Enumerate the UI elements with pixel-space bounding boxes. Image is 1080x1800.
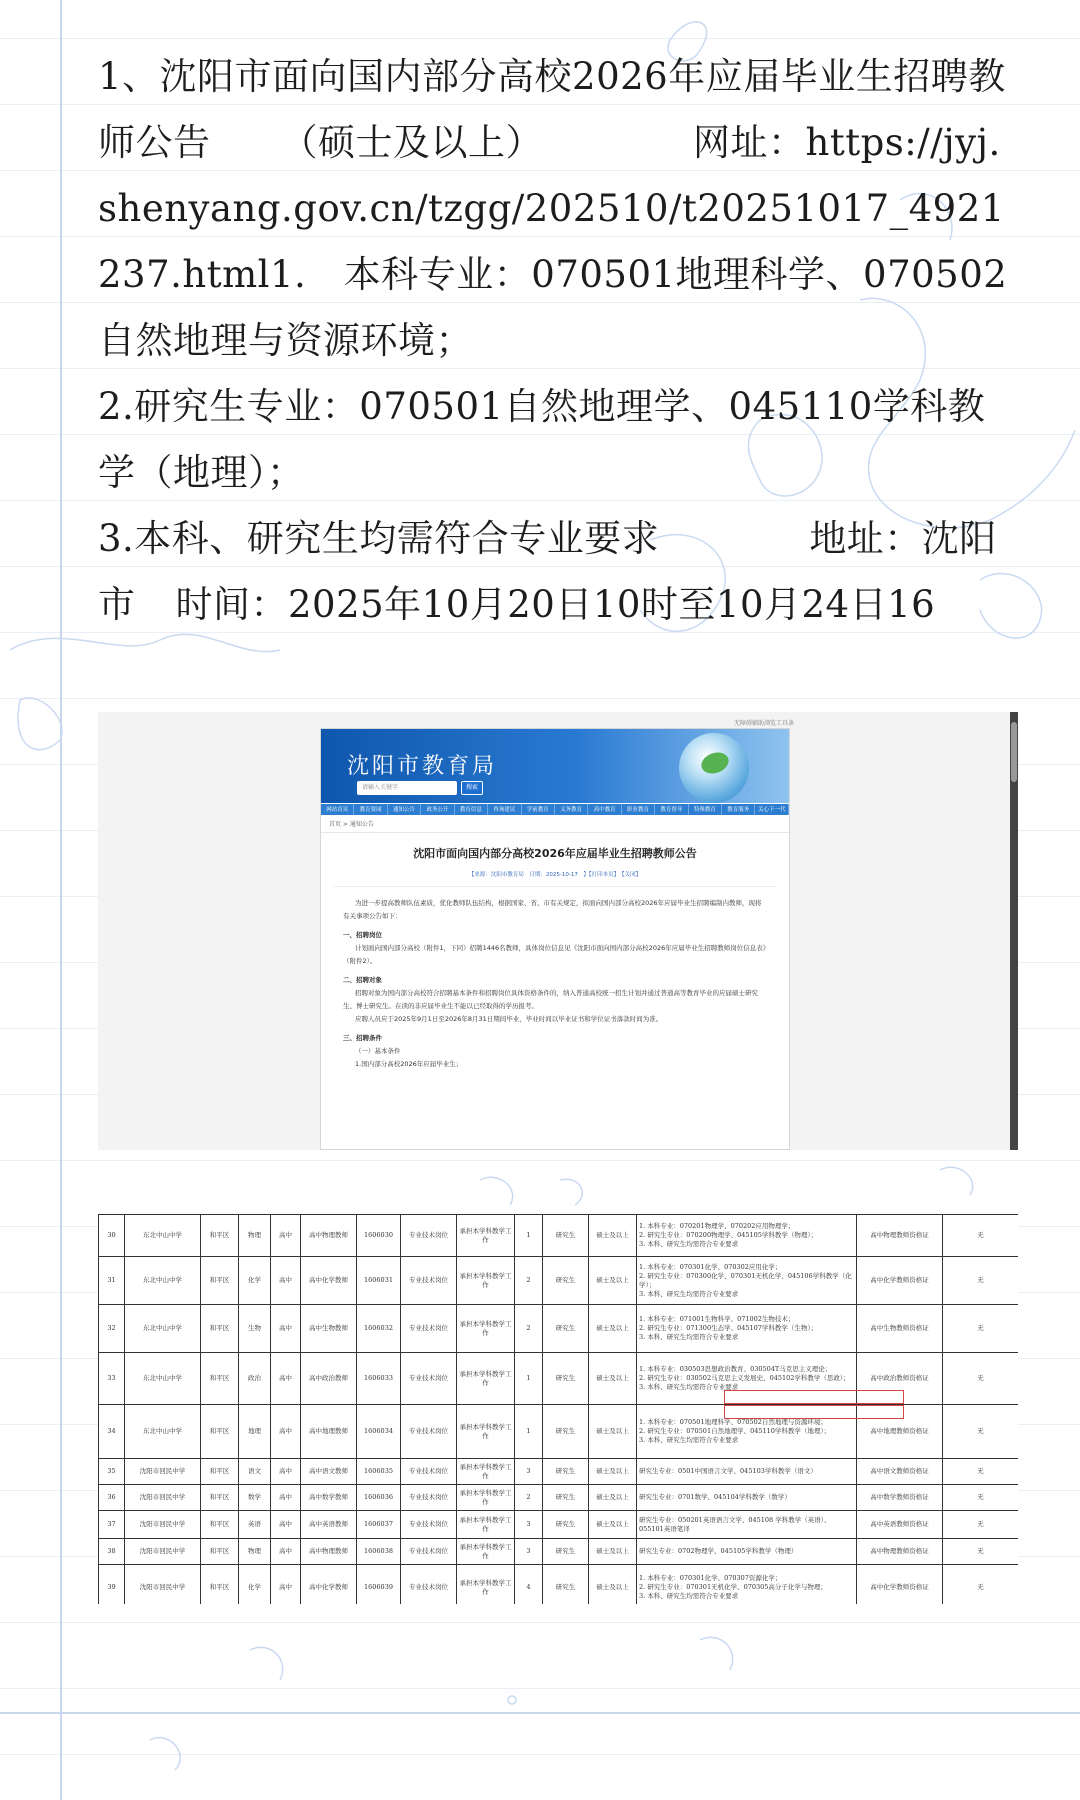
table-cell: 高中语文教师资格证	[857, 1459, 943, 1485]
table-cell: 沈阳市回民中学	[125, 1511, 201, 1539]
article-title: 沈阳市面向国内部分高校2026年应届毕业生招聘教师公告	[413, 847, 697, 860]
table-cell: 高中	[271, 1305, 301, 1353]
table-cell: 政治	[239, 1353, 271, 1405]
table-cell: 物理	[239, 1539, 271, 1565]
table-cell: 高中	[271, 1459, 301, 1485]
table-cell: 数学	[239, 1485, 271, 1511]
table-cell: 硕士及以上	[589, 1459, 637, 1485]
table-row	[99, 1539, 1019, 1565]
article-body	[321, 887, 789, 1071]
table-cell: 和平区	[201, 1565, 239, 1605]
table-cell: 35	[99, 1459, 125, 1485]
table-cell: 研究生专业：050201英语语言文学、045108 学科教学（英语）、055101英语笔译	[637, 1511, 857, 1539]
article-paragraph: 招聘对象为国内部分高校符合招聘基本条件和招聘岗位具体资格条件的，纳入普通高校统一招生计划并通过普通高等教育毕业的应届硕士研究生、博士研究生。在读的非应届毕业生不能以已经取得的学历报考。	[343, 989, 758, 1010]
nav-item[interactable]: 特殊教育	[689, 804, 722, 815]
table-cell: 研究生	[543, 1565, 589, 1605]
table-cell: 高中化学教师	[301, 1257, 357, 1305]
table-cell: 高中化学教师资格证	[857, 1257, 943, 1305]
table-cell: 4	[515, 1565, 543, 1605]
table-cell: 专业技术岗位	[401, 1565, 457, 1605]
table-cell: 高中	[271, 1257, 301, 1305]
table-row	[99, 1459, 1019, 1485]
table-cell: 39	[99, 1565, 125, 1605]
table-cell: 专业技术岗位	[401, 1459, 457, 1485]
table-cell: 高中	[271, 1485, 301, 1511]
table-cell: 和平区	[201, 1511, 239, 1539]
table-cell: 34	[99, 1405, 125, 1459]
article-paragraph: 计划面向国内部分高校（附件1，下同）招聘1446名教师，具体岗位信息见《沈阳市面向国内部分高校2026年应届毕业生招聘教师岗位信息表》（附件2）。	[343, 944, 766, 965]
site-banner	[321, 729, 789, 803]
table-cell: 高中数学教师	[301, 1485, 357, 1511]
address: 地址：沈阳市	[98, 517, 997, 626]
table-cell: 研究生	[543, 1539, 589, 1565]
table-cell: 无	[943, 1257, 1019, 1305]
url-link[interactable]: https://jyj.shenyang.gov.cn/tzgg/202510/t20251017_4921237.html	[98, 121, 1005, 296]
article-paragraph: 应聘人员应于2025年9月1日至2026年8月31日期间毕业，毕业时间以毕业证书和学位证书落款时间为准。	[355, 1015, 663, 1023]
table-cell: 专业技术岗位	[401, 1353, 457, 1405]
table-cell: 研究生专业：0702物理学、045105学科教学（物理）	[637, 1539, 857, 1565]
table-row	[99, 1511, 1019, 1539]
site-search-input[interactable]: 请输入关键字	[357, 781, 457, 795]
article-paragraph: 1.国内部分高校2026年应届毕业生；	[355, 1060, 463, 1068]
table-row	[99, 1565, 1019, 1605]
table-cell: 和平区	[201, 1485, 239, 1511]
table-cell: 硕士及以上	[589, 1305, 637, 1353]
table-cell: 36	[99, 1485, 125, 1511]
table-cell: 高中生物教师资格证	[857, 1305, 943, 1353]
table-cell: 硕士及以上	[589, 1485, 637, 1511]
table-cell: 地理	[239, 1405, 271, 1459]
table-cell: 1606035	[357, 1459, 401, 1485]
table-cell: 承担本学科教学工作	[457, 1215, 515, 1257]
table-cell: 1. 本科专业：070301化学、070302应用化学； 2. 研究生专业：070300化学、070301无机化学、045106学科教学（化学）； 3. 本科、研究生均需符合专业要求	[637, 1257, 857, 1305]
table-cell: 硕士及以上	[589, 1257, 637, 1305]
table-cell: 1	[515, 1405, 543, 1459]
table-cell: 沈阳市回民中学	[125, 1539, 201, 1565]
table-cell: 高中语文教师	[301, 1459, 357, 1485]
paragraph-1	[98, 44, 1020, 374]
table-cell: 化学	[239, 1257, 271, 1305]
nav-item[interactable]: 关心下一代	[755, 804, 788, 815]
site-name: 沈阳市教育局	[347, 754, 498, 779]
nav-item[interactable]: 高中教育	[588, 804, 621, 815]
nav-item[interactable]: 网站首页	[321, 804, 354, 815]
table-cell: 1606038	[357, 1539, 401, 1565]
table-cell: 高中	[271, 1511, 301, 1539]
table-cell: 1606036	[357, 1485, 401, 1511]
table-cell: 承担本学科教学工作	[457, 1565, 515, 1605]
table-cell: 专业技术岗位	[401, 1485, 457, 1511]
article-heading: 二、招聘对象	[343, 976, 382, 984]
table-cell: 38	[99, 1539, 125, 1565]
table-cell: 沈阳市回民中学	[125, 1459, 201, 1485]
table-cell: 承担本学科教学工作	[457, 1485, 515, 1511]
table-cell: 专业技术岗位	[401, 1257, 457, 1305]
table-cell: 和平区	[201, 1257, 239, 1305]
table-cell: 硕士及以上	[589, 1353, 637, 1405]
table-cell: 研究生专业：0501中国语言文学、045103学科教学（语文）	[637, 1459, 857, 1485]
website-screenshot	[98, 712, 1018, 1150]
table-cell: 专业技术岗位	[401, 1405, 457, 1459]
article-meta: 【来源：沈阳市教育局 日期：2025-10-17 】【打印本页】 【关闭】	[333, 870, 777, 887]
url-label: 网址：	[693, 121, 806, 164]
table-cell: 高中政治教师	[301, 1353, 357, 1405]
table-cell: 承担本学科教学工作	[457, 1353, 515, 1405]
table-cell: 高中	[271, 1353, 301, 1405]
table-cell: 硕士及以上	[589, 1215, 637, 1257]
table-cell: 物理	[239, 1215, 271, 1257]
table-cell: 2	[515, 1305, 543, 1353]
highlight-box-undergrad	[724, 1390, 904, 1404]
nav-item[interactable]: 学前教育	[522, 804, 555, 815]
table-cell: 和平区	[201, 1405, 239, 1459]
table-cell: 1. 本科专业：070301化学、070307资源化学； 2. 研究生专业：070301无机化学、070305高分子化学与物理； 3. 本科、研究生均需符合专业要求	[637, 1565, 857, 1605]
nav-item[interactable]: 教育督导	[655, 804, 688, 815]
table-cell: 无	[943, 1305, 1019, 1353]
table-cell: 1. 本科专业：030503思想政治教育、030504T马克思主义理论； 2. 研究生专业：030502马克思主义发展史、045102学科教学（思政）； 3. 本科、研究生均需符合专业要求	[637, 1353, 857, 1405]
table-cell: 专业技术岗位	[401, 1305, 457, 1353]
article-paragraph: （一）基本条件	[355, 1047, 401, 1055]
table-cell: 和平区	[201, 1539, 239, 1565]
table-cell: 研究生	[543, 1305, 589, 1353]
table-row	[99, 1485, 1019, 1511]
table-cell: 1606033	[357, 1353, 401, 1405]
table-cell: 硕士及以上	[589, 1565, 637, 1605]
paragraph-3	[98, 506, 1020, 638]
table-cell: 承担本学科教学工作	[457, 1405, 515, 1459]
table-cell: 东北中山中学	[125, 1215, 201, 1257]
table-cell: 英语	[239, 1511, 271, 1539]
table-cell: 高中生物教师	[301, 1305, 357, 1353]
nav-item[interactable]: 职业教育	[622, 804, 655, 815]
nav-item[interactable]: 义务教育	[555, 804, 588, 815]
table-cell: 1606034	[357, 1405, 401, 1459]
table-cell: 和平区	[201, 1353, 239, 1405]
browser-hint: 无障碍辅助浏览工具条	[734, 720, 795, 727]
table-cell: 37	[99, 1511, 125, 1539]
table-cell: 高中物理教师	[301, 1539, 357, 1565]
table-cell: 无	[943, 1511, 1019, 1539]
scrollbar[interactable]	[1010, 712, 1018, 1150]
table-cell: 和平区	[201, 1215, 239, 1257]
table-cell: 高中地理教师资格证	[857, 1405, 943, 1459]
table-cell: 东北中山中学	[125, 1353, 201, 1405]
table-cell: 无	[943, 1215, 1019, 1257]
scrollbar-thumb[interactable]	[1011, 722, 1017, 782]
table-cell: 1	[515, 1353, 543, 1405]
table-cell: 研究生	[543, 1485, 589, 1511]
table-cell: 研究生	[543, 1215, 589, 1257]
nav-item[interactable]: 政务公开	[421, 804, 454, 815]
table-cell: 无	[943, 1353, 1019, 1405]
table-cell: 1606030	[357, 1215, 401, 1257]
table-cell: 无	[943, 1565, 1019, 1605]
article-heading: 一、招聘岗位	[343, 931, 382, 939]
table-cell: 2	[515, 1485, 543, 1511]
table-cell: 3	[515, 1539, 543, 1565]
table-cell: 研究生专业：0701数学、045104学科教学（数学）	[637, 1485, 857, 1511]
req-2: 2.研究生专业：070501自然地理学、045110学科教学（地理）；	[98, 385, 986, 494]
table-cell: 承担本学科教学工作	[457, 1459, 515, 1485]
table-cell: 承担本学科教学工作	[457, 1539, 515, 1565]
site-frame	[320, 728, 790, 1150]
table-cell: 2	[515, 1257, 543, 1305]
table-cell: 沈阳市回民中学	[125, 1485, 201, 1511]
table-cell: 和平区	[201, 1459, 239, 1485]
table-cell: 无	[943, 1405, 1019, 1459]
table-cell: 研究生	[543, 1405, 589, 1459]
table-cell: 生物	[239, 1305, 271, 1353]
time: 时间：2025年10月20日10时至10月24日16	[175, 583, 936, 626]
table-cell: 研究生	[543, 1459, 589, 1485]
table-cell: 无	[943, 1485, 1019, 1511]
table-cell: 1. 本科专业：071001生物科学、071002生物技术； 2. 研究生专业：071300生态学、045107学科教学（生物）； 3. 本科、研究生均需符合专业要求	[637, 1305, 857, 1353]
nav-item[interactable]: 教育信息	[455, 804, 488, 815]
notice-title: 1、沈阳市面向国内部分高校2026年应届毕业生招聘教师公告	[98, 55, 1006, 164]
table-cell: 硕士及以上	[589, 1511, 637, 1539]
table-cell: 高中化学教师资格证	[857, 1565, 943, 1605]
site-navbar	[321, 803, 789, 815]
table-cell: 高中政治教师资格证	[857, 1353, 943, 1405]
table-cell: 高中	[271, 1565, 301, 1605]
job-table-screenshot	[98, 1214, 1018, 1604]
degree-note: （硕士及以上）	[280, 121, 543, 164]
table-cell: 专业技术岗位	[401, 1215, 457, 1257]
table-cell: 化学	[239, 1565, 271, 1605]
table-cell: 硕士及以上	[589, 1405, 637, 1459]
margin-line	[60, 0, 62, 1800]
table-cell: 承担本学科教学工作	[457, 1305, 515, 1353]
table-cell: 高中英语教师	[301, 1511, 357, 1539]
table-cell: 研究生	[543, 1511, 589, 1539]
site-search-button[interactable]: 搜索	[461, 781, 483, 795]
req-3: 3.本科、研究生均需符合专业要求	[98, 517, 660, 560]
table-cell: 东北中山中学	[125, 1257, 201, 1305]
nav-item[interactable]: 教育服务	[722, 804, 755, 815]
table-cell: 30	[99, 1215, 125, 1257]
table-cell: 32	[99, 1305, 125, 1353]
table-cell: 和平区	[201, 1305, 239, 1353]
article-paragraph: 为进一步提高教师队伍素质，优化教师队伍结构，根据国家、省、市有关规定，拟面向国内部分高校2026年应届毕业生招聘编制内教师，现将有关事项公告如下：	[343, 899, 762, 920]
table-row	[99, 1257, 1019, 1305]
table-cell: 研究生	[543, 1353, 589, 1405]
table-cell: 3	[515, 1459, 543, 1485]
table-cell: 1606032	[357, 1305, 401, 1353]
table-cell: 专业技术岗位	[401, 1539, 457, 1565]
table-cell: 语文	[239, 1459, 271, 1485]
table-cell: 1606039	[357, 1565, 401, 1605]
breadcrumb: 首页 > 通知公告	[321, 815, 789, 833]
table-cell: 31	[99, 1257, 125, 1305]
table-cell: 1. 本科专业：070501地理科学、070502自然地理与资源环境； 2. 研究生专业：070501自然地理学、045110学科教学（地理）； 3. 本科、研究生均需符合专业要求	[637, 1405, 857, 1459]
table-cell: 高中物理教师资格证	[857, 1539, 943, 1565]
table-cell: 1. 本科专业：070201物理学、070202应用物理学； 2. 研究生专业：070200物理学、045105学科教学（物理）； 3. 本科、研究生均需符合专业要求	[637, 1215, 857, 1257]
table-cell: 33	[99, 1353, 125, 1405]
bottom-line	[0, 1712, 1080, 1714]
table-cell: 无	[943, 1539, 1019, 1565]
table-cell: 高中数学教师资格证	[857, 1485, 943, 1511]
nav-item[interactable]: 咨询建议	[488, 804, 521, 815]
article-heading: 三、招聘条件	[343, 1034, 382, 1042]
req-1: 1. 本科专业：070501地理科学、070502自然地理与资源环境；	[98, 253, 1008, 362]
table-cell: 承担本学科教学工作	[457, 1511, 515, 1539]
table-cell: 高中英语教师资格证	[857, 1511, 943, 1539]
table-cell: 沈阳市回民中学	[125, 1565, 201, 1605]
table-cell: 高中	[271, 1405, 301, 1459]
table-cell: 高中物理教师资格证	[857, 1215, 943, 1257]
nav-item[interactable]: 通知公告	[388, 804, 421, 815]
table-cell: 东北中山中学	[125, 1305, 201, 1353]
table-row	[99, 1215, 1019, 1257]
table-cell: 高中	[271, 1215, 301, 1257]
table-cell: 硕士及以上	[589, 1539, 637, 1565]
table-cell: 1606037	[357, 1511, 401, 1539]
table-cell: 高中地理教师	[301, 1405, 357, 1459]
table-cell: 高中化学教师	[301, 1565, 357, 1605]
table-cell: 高中物理教师	[301, 1215, 357, 1257]
table-cell: 3	[515, 1511, 543, 1539]
table-cell: 无	[943, 1459, 1019, 1485]
table-cell: 研究生	[543, 1257, 589, 1305]
table-cell: 1606031	[357, 1257, 401, 1305]
table-row	[99, 1305, 1019, 1353]
nav-item[interactable]: 教育要闻	[354, 804, 387, 815]
table-cell: 专业技术岗位	[401, 1511, 457, 1539]
table-cell: 1	[515, 1215, 543, 1257]
table-cell: 承担本学科教学工作	[457, 1257, 515, 1305]
table-cell: 东北中山中学	[125, 1405, 201, 1459]
highlight-box-grad	[724, 1405, 904, 1419]
table-cell: 高中	[271, 1539, 301, 1565]
main-text	[98, 44, 1020, 638]
